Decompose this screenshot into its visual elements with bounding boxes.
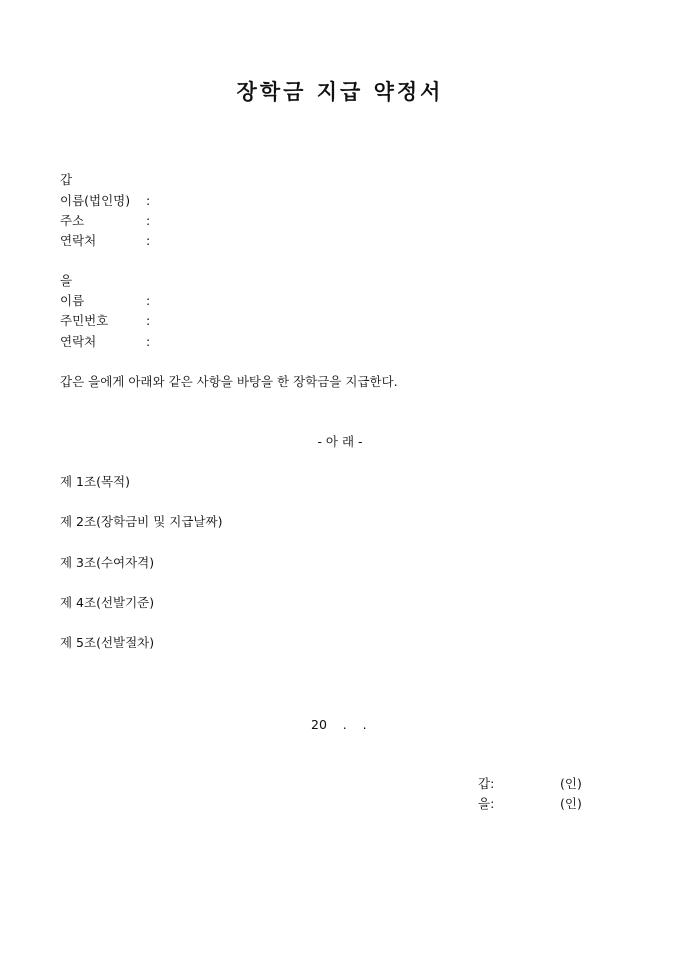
document-title: 장학금 지급 약정서 bbox=[236, 79, 444, 104]
party-b-name-colon: : bbox=[146, 293, 151, 308]
agreement-statement: 갑은 을에게 아래와 같은 사항을 바탕을 한 장학금을 지급한다. bbox=[60, 374, 398, 389]
party-b-name-row bbox=[60, 293, 150, 309]
party-a-heading: 갑 bbox=[60, 172, 73, 187]
party-a-contact-row bbox=[60, 233, 150, 249]
party-a-name-label: 이름(법인명) bbox=[60, 193, 131, 208]
party-a-contact-label: 연락처 bbox=[60, 233, 97, 248]
signature-a-seal: (인) bbox=[560, 776, 582, 791]
party-b-id-row bbox=[60, 313, 150, 329]
party-b-name-label: 이름 bbox=[60, 293, 85, 308]
signature-b-seal: (인) bbox=[560, 796, 582, 811]
article-3: 제 3조(수여자격) bbox=[60, 555, 155, 570]
party-b-contact-colon: : bbox=[146, 334, 151, 349]
note-heading: - 아 래 - bbox=[317, 434, 363, 449]
party-b-id-label: 주민번호 bbox=[60, 313, 109, 328]
article-1: 제 1조(목적) bbox=[60, 474, 130, 489]
party-a-address-label: 주소 bbox=[60, 213, 85, 228]
party-a-contact-colon: : bbox=[146, 233, 151, 248]
party-a-address-colon: : bbox=[146, 213, 151, 228]
article-5: 제 5조(선발절차) bbox=[60, 635, 155, 650]
article-4: 제 4조(선발기준) bbox=[60, 595, 155, 610]
party-a-address-row bbox=[60, 213, 150, 229]
article-2: 제 2조(장학금비 및 지급날짜) bbox=[60, 514, 223, 529]
party-b-heading: 을 bbox=[60, 273, 73, 288]
party-a-name-colon: : bbox=[146, 193, 151, 208]
party-b-contact-label: 연락처 bbox=[60, 334, 97, 349]
party-a-name-row bbox=[60, 193, 150, 209]
signature-b-label: 을: bbox=[478, 796, 495, 811]
signature-a-label: 갑: bbox=[478, 776, 495, 791]
party-b-contact-row bbox=[60, 334, 150, 350]
date-line: 20 . . bbox=[311, 717, 367, 732]
party-b-id-colon: : bbox=[146, 313, 151, 328]
